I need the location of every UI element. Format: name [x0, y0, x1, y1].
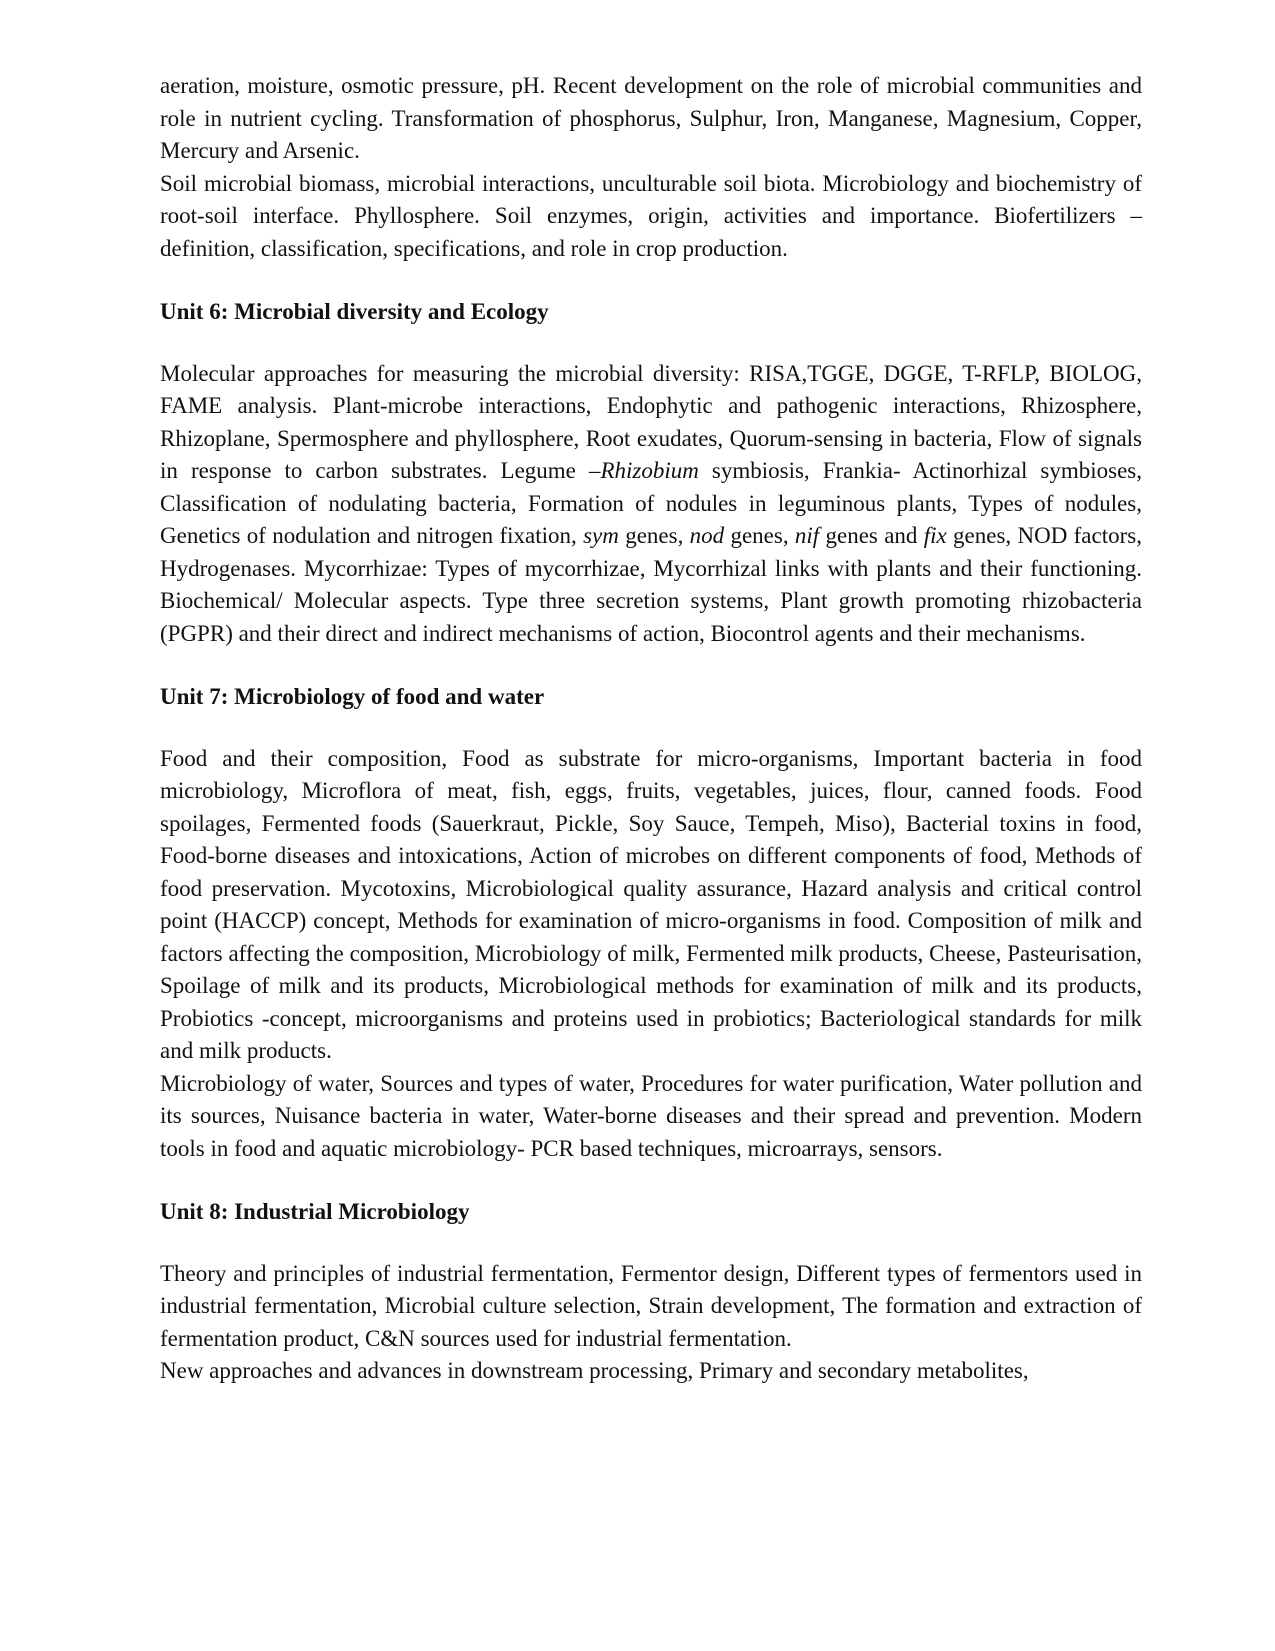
section-heading: Unit 8: Industrial Microbiology [160, 1199, 470, 1224]
text-run: Microbiology of water, Sources and types of water, Procedures for water purification, Water pollution and its sources, Nuisance bacteria in water, Water-borne diseases and their spread and prevention. Modern tools in food and aquatic microbiology- PCR based techniques, microarrays, sensors. [160, 1070, 1142, 1161]
body-paragraph [160, 168, 1142, 266]
text-run: genes, [618, 523, 690, 548]
text-run: Food and their composition, Food as substrate for micro-organisms, Important bacteria in food microbiology, Microflora of meat, fish, eggs, fruits, vegetables, juices, flour, canned foods. Food spoilages, Fermented foods (Sauerkraut, Pickle, Soy Sauce, Tempeh, Miso), Bacterial toxins in food, Food-borne diseases and intoxications, Action of microbes on different components of food, Methods of food preservation. Mycotoxins, Microbiological quality assurance, Hazard analysis and critical control point (HACCP) concept, Methods for examination of micro-organisms in food. Composition of milk and factors affecting the composition, Microbiology of milk, Fermented milk products, Cheese, Pasteurisation, Spoilage of milk and its products, Microbiological methods for examination of milk and its products, Probiotics -concept, microorganisms and proteins used in probiotics; Bacteriological standards for milk and milk products. [160, 745, 1142, 1063]
text-run: genes, [724, 523, 795, 548]
italic-term: Rhizobium [600, 458, 699, 483]
body-paragraph [160, 70, 1142, 168]
italic-term: nif [794, 523, 820, 548]
text-run: genes and [819, 523, 924, 548]
italic-term: nod [689, 523, 725, 548]
section-heading: Unit 7: Microbiology of food and water [160, 684, 545, 709]
text-run: genes, NOD factors, Hydrogenases. Mycorrhizae: Types of mycorrhizae, Mycorrhizal links with plants and their functioning. Biochemical/ Molecular aspects. Type three secretion systems, Plant growth promoting rhizobacteria (PGPR) and their direct and indirect mechanisms of action, Biocontrol agents and their mechanisms. [160, 523, 1142, 646]
body-paragraph [160, 1068, 1142, 1166]
italic-term: sym [583, 523, 619, 548]
text-run: Soil microbial biomass, microbial interactions, unculturable soil biota. Microbiology and biochemistry of root-soil interface. Phyllosphere. Soil enzymes, origin, activities and importance. Biofertilizers – definition, classification, specifications, and role in crop production. [160, 170, 1142, 261]
body-paragraph [160, 358, 1142, 651]
text-run: aeration, moisture, osmotic pressure, pH. Recent development on the role of microbial communities and role in nutrient cycling. Transformation of phosphorus, Sulphur, Iron, Manganese, Magnesium, Copper, Mercury and Arsenic. [160, 73, 1142, 163]
document-page [160, 70, 1142, 1388]
body-paragraph [160, 1258, 1142, 1356]
italic-term: fix [923, 523, 947, 548]
text-run: Molecular approaches for measuring the microbial diversity: RISA,TGGE, DGGE, T-RFLP, BIOLOG, FAME analysis. Plant-microbe interactions, Endophytic and pathogenic interactions, Rhizosphere, Rhizoplane, Spermosphere and phyllosphere, Root exudates, Quorum-sensing in bacteria, Flow of signals in response to carbon substrates. Legume – [160, 360, 1142, 483]
text-run: New approaches and advances in downstream processing, Primary and secondary metabolites, [160, 1358, 1029, 1383]
text-run: Theory and principles of industrial fermentation, Fermentor design, Different types of fermentors used in industrial fermentation, Microbial culture selection, Strain development, The formation and extraction of fermentation product, C&N sources used for industrial fermentation. [160, 1260, 1142, 1351]
body-paragraph [160, 743, 1142, 1068]
body-paragraph [160, 1355, 1142, 1388]
text-run: symbiosis, Frankia- Actinorhizal symbioses, Classification of nodulating bacteria, Formation of nodules in leguminous plants, Types of nodules, Genetics of nodulation and nitrogen fixation, [160, 458, 1143, 548]
section-heading: Unit 6: Microbial diversity and Ecology [160, 299, 549, 324]
